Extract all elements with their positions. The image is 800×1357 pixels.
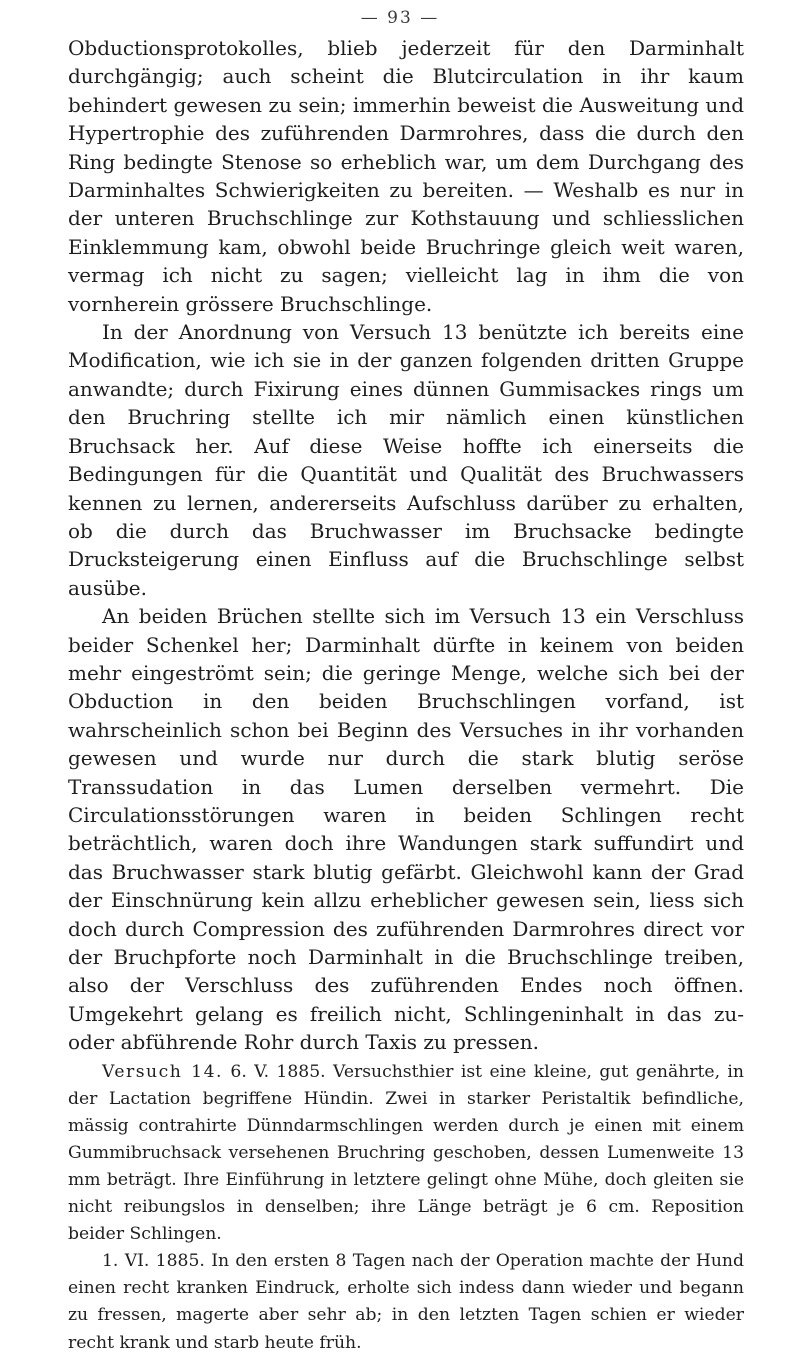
experiment-entry bbox=[68, 1059, 744, 1249]
experiment-description: Versuchsthier ist eine kleine, gut genährte, in der Lactation begriffene Hündin. Zwei in starker Peristaltik befindliche, mässig contrahirte Dünndarmschlingen werden durch je einen mit einem Gummibruchsack versehenen Bruchring geschoben, dessen Lumenweite 13 mm beträgt. Ihre Einführung in letztere gelingt ohne Mühe, doch gleiten sie nicht reibungslos in denselben; ihre Länge beträgt je 6 cm. Reposition beider Schlingen. bbox=[68, 1061, 744, 1245]
body-text bbox=[68, 34, 744, 1357]
paragraph-1: Obductionsprotokolles, blieb jederzeit für den Darminhalt durchgängig; auch scheint die Blutcirculation in ihr kaum behindert gewesen zu sein; immerhin beweist die Ausweitung und Hypertrophie des zuführenden Darmrohres, dass die durch den Ring bedingte Stenose so erheblich war, um dem Durchgang des Darminhaltes Schwierigkeiten zu bereiten. — Weshalb es nur in der unteren Bruchschlinge zur Kothstauung und schliesslichen Einklemmung kam, obwohl beide Bruchringe gleich weit waren, vermag ich nicht zu sagen; vielleicht lag in ihm die von vornherein grössere Bruchschlinge. bbox=[68, 36, 744, 316]
followup-text: In den ersten 8 Tagen nach der Operation machte der Hund einen recht kranken Eindruck, erholte sich indess dann wieder und begann zu fressen, magerte aber sehr ab; in den letzten Tagen schien er wieder recht krank und starb heute früh. bbox=[68, 1251, 745, 1353]
followup-entry bbox=[68, 1248, 744, 1356]
followup-date: 1. VI. 1885. bbox=[102, 1251, 205, 1272]
experiment-date: 6. V. 1885. bbox=[230, 1061, 326, 1082]
experiment-heading: Versuch 14. bbox=[102, 1061, 224, 1082]
paragraph-2: In der Anordnung von Versuch 13 benützte ich bereits eine Modification, wie ich sie in der ganzen folgenden dritten Gruppe anwandte; durch Fixirung eines dünnen Gummisackes rings um den Bruchring stellte ich mir nämlich einen künstlichen Bruchsack her. Auf diese Weise hoffte ich einerseits die Bedingungen für die Quantität und Qualität des Bruchwassers kennen zu lernen, andererseits Aufschluss darüber zu erhalten, ob die durch das Bruchwasser im Bruchsacke bedingte Drucksteigerung einen Einfluss auf die Bruchschlinge selbst ausübe. bbox=[68, 320, 744, 600]
page-number: — 93 — bbox=[360, 8, 440, 28]
paragraph-3: An beiden Brüchen stellte sich im Versuch 13 ein Verschluss beider Schenkel her; Darminhalt dürfte in keinem von beiden mehr eingeströmt sein; die geringe Menge, welche sich bei der Obduction in den beiden Bruchschlingen vorfand, ist wahrscheinlich schon bei Beginn des Versuches in ihr vorhanden gewesen und wurde nur durch die stark blutig seröse Transsudation in das Lumen derselben vermehrt. Die Circulationsstörungen waren in beiden Schlingen recht beträchtlich, waren doch ihre Wandungen stark suffundirt und das Bruchwasser stark blutig gefärbt. Gleichwohl kann der Grad der Einschnürung kein allzu erheblicher gewesen sein, liess sich doch durch Compression des zuführenden Darmrohres direct vor der Bruchpforte noch Darminhalt in die Bruchschlinge treiben, also der Verschluss des zuführenden Endes noch öffnen. Umgekehrt gelang es freilich nicht, Schlingeninhalt in das zu- oder abführende Rohr durch Taxis zu pressen. bbox=[68, 604, 744, 1055]
experiment-protocol bbox=[68, 1059, 744, 1357]
